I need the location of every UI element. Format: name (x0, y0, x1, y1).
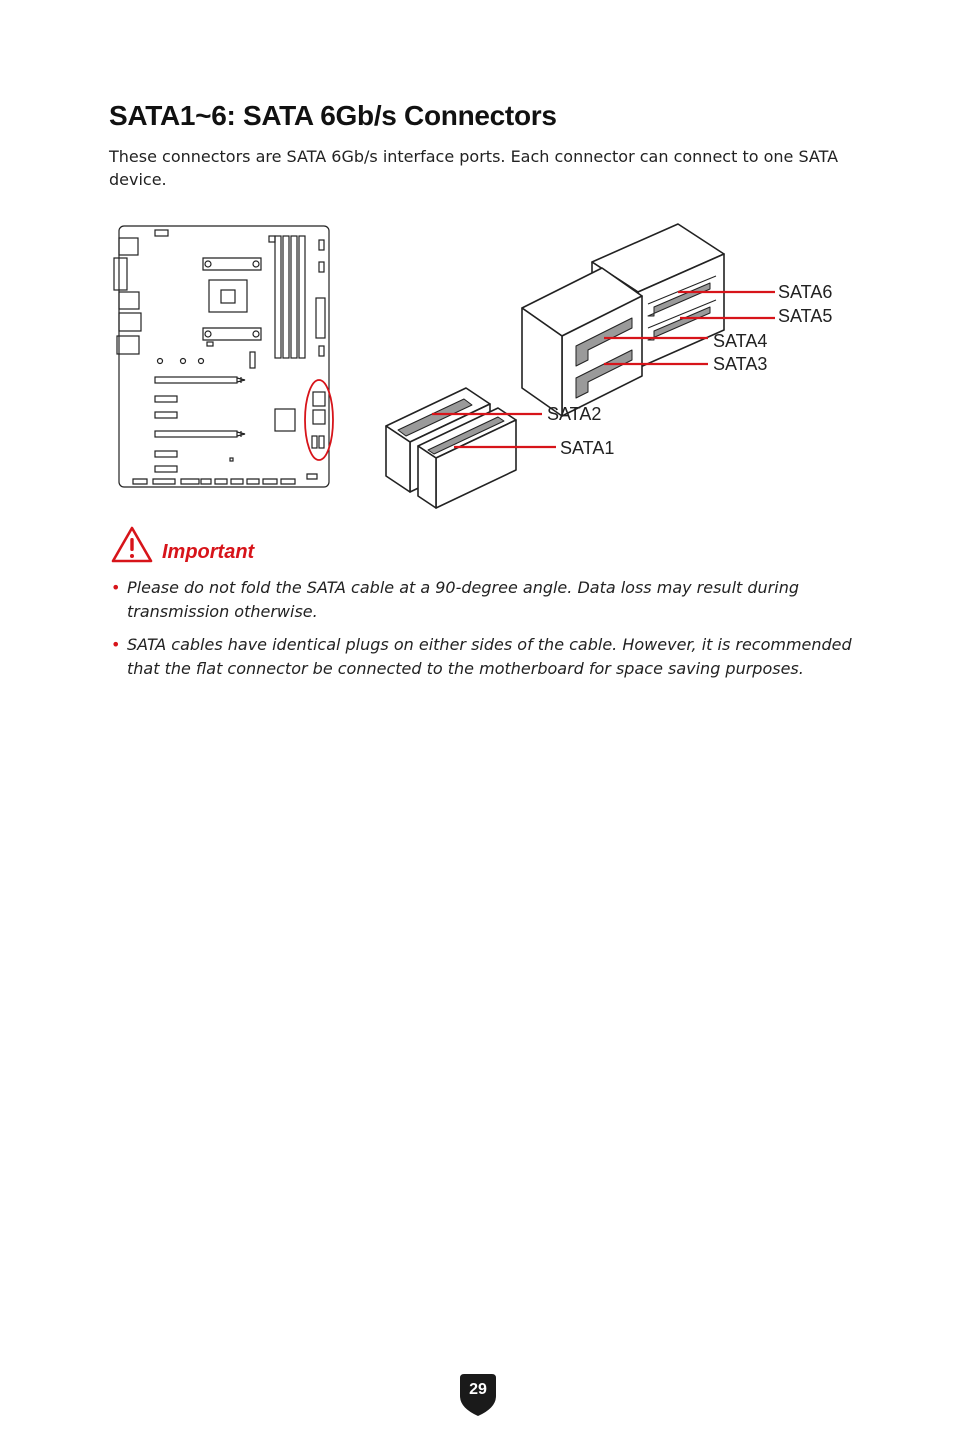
sata-connectors-diagram (380, 220, 860, 510)
important-notes (109, 576, 859, 690)
label-sata6: SATA6 (778, 282, 833, 302)
label-sata3: SATA3 (713, 354, 768, 374)
intro-paragraph: These connectors are SATA 6Gb/s interface ports. Each connector can connect to one SATA device. (109, 147, 839, 189)
label-sata5: SATA5 (778, 306, 833, 326)
warning-icon (110, 525, 154, 565)
page-number-badge (458, 1372, 498, 1418)
important-title: Important (162, 541, 255, 563)
motherboard-diagram (113, 222, 337, 490)
note-text: Please do not fold the SATA cable at a 90-degree angle. Data loss may result during transmission otherwise. (127, 578, 799, 621)
label-sata2: SATA2 (547, 404, 602, 424)
page-title: SATA1~6: SATA 6Gb/s Connectors (109, 100, 557, 131)
label-sata4: SATA4 (713, 331, 768, 351)
bullet: • (111, 635, 121, 654)
list-item (109, 576, 859, 623)
list-item (109, 633, 859, 680)
page-number: 29 (469, 1381, 487, 1398)
label-sata1: SATA1 (560, 438, 615, 458)
bullet: • (111, 578, 121, 597)
note-text: SATA cables have identical plugs on either sides of the cable. However, it is recommended that the flat connector be connected to the motherboard for space saving purposes. (127, 635, 852, 678)
